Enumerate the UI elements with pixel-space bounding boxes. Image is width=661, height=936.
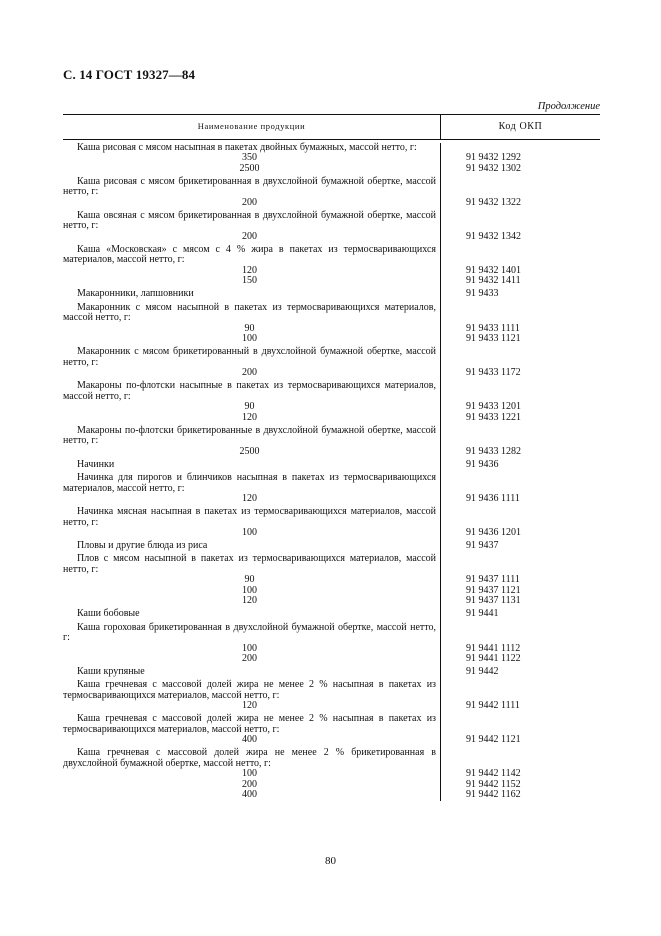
quantity-cell: 200 (242, 778, 257, 790)
okp-code-cell: 91 9432 1292 (466, 152, 521, 164)
okp-code-cell: 91 9432 1411 (466, 275, 521, 287)
okp-code-cell: 91 9432 1302 (466, 162, 521, 174)
product-name-cell: Каша гречневая с массовой долей жира не менее 2 % насыпная в пакетах из термосваривающихся материалов, массой нетто, г: (63, 713, 436, 735)
table-row-quantity (63, 790, 600, 801)
okp-code-cell: 91 9433 1121 (466, 333, 521, 345)
table-row-item (63, 609, 600, 620)
table-row-item (63, 714, 600, 735)
product-name-cell: Каша рисовая с мясом насыпная в пакетах двойных бумажных, массой нетто, г: (77, 141, 417, 153)
table-row-item (63, 381, 600, 402)
product-name-cell: Начинки (77, 458, 115, 470)
quantity-cell: 90 (244, 401, 255, 413)
okp-code-cell: 91 9442 (466, 666, 499, 678)
quantity-cell: 120 (242, 595, 257, 607)
quantity-cell: 120 (242, 411, 257, 423)
product-name-cell: Каша гречневая с массовой долей жира не менее 2 % брикетированная в двухслойной бумажной обертке, массой нетто, г: (63, 747, 436, 769)
table-row-item (63, 554, 600, 575)
okp-code-cell: 91 9437 1131 (466, 595, 521, 607)
okp-code-cell: 91 9442 1152 (466, 778, 521, 790)
table-row-quantity (63, 528, 600, 539)
quantity-cell: 400 (242, 734, 257, 746)
okp-code-cell: 91 9442 1142 (466, 768, 521, 780)
product-name-cell: Начинка мясная насыпная в пакетах из термосваривающихся материалов, массой нетто, г: (63, 506, 436, 528)
column-header-name: Наименование продукции (197, 121, 306, 131)
table-body (63, 143, 600, 801)
table-row-item (63, 667, 600, 678)
product-name-cell: Каша овсяная с мясом брикетированная в двухслойной бумажной обертке, массой нетто, г: (63, 209, 436, 232)
table-row-item (63, 245, 600, 266)
quantity-cell: 100 (242, 527, 257, 539)
okp-code-cell: 91 9432 1401 (466, 264, 521, 276)
quantity-cell: 100 (242, 768, 257, 780)
quantity-cell: 100 (242, 642, 257, 654)
product-name-cell: Каши бобовые (77, 608, 140, 620)
okp-code-cell: 91 9436 1201 (466, 527, 521, 539)
okp-code-cell: 91 9436 (466, 458, 499, 470)
quantity-cell: 2500 (239, 445, 260, 457)
okp-code-cell: 91 9442 1111 (466, 700, 520, 712)
quantity-cell: 120 (242, 493, 257, 505)
table-row-quantity (63, 735, 600, 746)
okp-code-cell: 91 9441 1122 (466, 653, 521, 664)
table-row-item (63, 347, 600, 368)
table-row-item (63, 623, 600, 644)
quantity-cell: 120 (242, 264, 257, 276)
product-name-cell: Каша рисовая с мясом брикетированная в двухслойной бумажной обертке, массой нетто, г: (63, 175, 436, 198)
product-name-cell: Макаронник с мясом насыпной в пакетах из термосваривающихся материалов, массой нетто, г: (63, 301, 436, 324)
table-row-item (63, 177, 600, 198)
table-row-item (63, 473, 600, 494)
product-name-cell: Макаронник с мясом брикетированный в двухслойной бумажной обертке, массой нетто, г: (63, 346, 436, 368)
product-name-cell: Каши крупяные (77, 666, 145, 678)
okp-code-cell: 91 9437 1121 (466, 584, 521, 596)
table-row-item (63, 303, 600, 324)
table-row-quantity (63, 596, 600, 607)
product-name-cell: Начинка для пирогов и блинчиков насыпная в пакетах из термосваривающихся материалов, массой нетто, г: (63, 472, 436, 494)
okp-code-cell: 91 9442 1162 (466, 789, 521, 801)
quantity-cell: 200 (242, 653, 257, 664)
okp-code-cell: 91 9441 (466, 608, 499, 620)
okp-code-cell: 91 9433 1221 (466, 411, 521, 423)
table-row-quantity (63, 447, 600, 458)
quantity-cell: 90 (244, 322, 255, 334)
okp-code-cell: 91 9437 1111 (466, 574, 520, 586)
quantity-cell: 200 (242, 196, 257, 208)
table-row-quantity (63, 276, 600, 287)
table-row-item (63, 211, 600, 232)
okp-code-cell: 91 9433 1172 (466, 367, 521, 379)
quantity-cell: 350 (242, 152, 257, 164)
table-row-quantity (63, 334, 600, 345)
table-row-item (63, 460, 600, 471)
table-row-quantity (63, 494, 600, 505)
okp-code-cell: 91 9432 1342 (466, 230, 521, 242)
product-name-cell: Макароны по-флотски брикетированные в двухслойной бумажной обертке, массой нетто, г: (63, 424, 436, 447)
quantity-cell: 100 (242, 333, 257, 345)
product-name-cell: Каша «Московская» с мясом с 4 % жира в пакетах из термосваривающихся материалов, массой нетто, г: (63, 243, 436, 266)
product-name-cell: Макароны по-флотски насыпные в пакетах из термосваривающихся материалов, массой нетто, г: (63, 380, 436, 402)
quantity-cell: 200 (242, 367, 257, 379)
table-row-item (63, 680, 600, 701)
table-row-quantity (63, 198, 600, 209)
page-number: 80 (325, 855, 336, 867)
quantity-cell: 120 (242, 700, 257, 712)
quantity-cell: 90 (244, 574, 255, 586)
quantity-cell: 400 (242, 789, 257, 801)
product-table (63, 114, 600, 801)
quantity-cell: 2500 (239, 162, 260, 174)
column-header-code: Код ОКП (498, 121, 543, 132)
okp-code-cell: 91 9437 (466, 540, 499, 552)
table-header (63, 114, 600, 140)
table-row-item (63, 507, 600, 528)
quantity-cell: 150 (242, 275, 257, 287)
table-row-quantity (63, 232, 600, 243)
table-row-item (63, 748, 600, 769)
table-row-quantity (63, 164, 600, 175)
quantity-cell: 200 (242, 230, 257, 242)
okp-code-cell: 91 9433 (466, 288, 499, 300)
table-row-item (63, 289, 600, 300)
table-row-quantity (63, 701, 600, 712)
okp-code-cell: 91 9433 1111 (466, 322, 520, 334)
okp-code-cell: 91 9433 1282 (466, 445, 521, 457)
product-name-cell: Каша гречневая с массовой долей жира не менее 2 % насыпная в пакетах из термосваривающихся материалов, массой нетто, г: (63, 679, 436, 701)
okp-code-cell: 91 9433 1201 (466, 401, 521, 413)
header-divider (440, 115, 441, 139)
okp-code-cell: 91 9436 1111 (466, 493, 520, 505)
table-row-quantity (63, 654, 600, 665)
product-name-cell: Пловы и другие блюда из риса (77, 540, 208, 552)
continuation-label: Продолжение (537, 101, 600, 112)
okp-code-cell: 91 9432 1322 (466, 196, 521, 208)
okp-code-cell: 91 9441 1112 (466, 642, 521, 654)
page-header: С. 14 ГОСТ 19327—84 (63, 67, 196, 82)
table-row-item (63, 541, 600, 552)
table-row-quantity (63, 413, 600, 424)
product-name-cell: Плов с мясом насыпной в пакетах из термосваривающихся материалов, массой нетто, г: (63, 553, 436, 575)
table-row-item (63, 426, 600, 447)
table-row-quantity (63, 368, 600, 379)
product-name-cell: Макаронники, лапшовники (77, 288, 194, 300)
okp-code-cell: 91 9442 1121 (466, 734, 521, 746)
product-name-cell: Каша гороховая брикетированная в двухслойной бумажной обертке, массой нетто, г: (63, 621, 436, 643)
quantity-cell: 100 (242, 584, 257, 596)
